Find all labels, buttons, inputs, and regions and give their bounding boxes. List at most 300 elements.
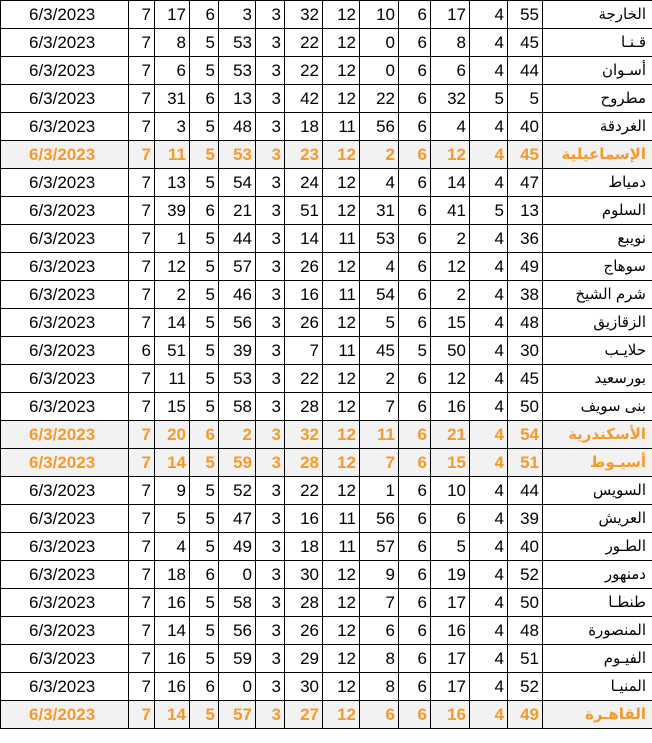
value-cell[interactable]: 18: [285, 113, 323, 141]
value-cell[interactable]: 5: [190, 169, 219, 197]
value-cell[interactable]: 6: [399, 505, 431, 533]
value-cell[interactable]: 3: [256, 477, 285, 505]
value-cell[interactable]: 6: [399, 589, 431, 617]
value-cell[interactable]: 3: [256, 29, 285, 57]
date-cell[interactable]: 6/3/2023: [1, 29, 129, 57]
value-cell[interactable]: 4: [155, 533, 190, 561]
value-cell[interactable]: 7: [129, 589, 155, 617]
value-cell[interactable]: 6: [399, 561, 431, 589]
value-cell[interactable]: 12: [323, 29, 360, 57]
value-cell[interactable]: 3: [256, 589, 285, 617]
value-cell[interactable]: 4: [470, 309, 508, 337]
value-cell[interactable]: 53: [219, 365, 256, 393]
value-cell[interactable]: 12: [323, 701, 360, 729]
value-cell[interactable]: 22: [285, 477, 323, 505]
value-cell[interactable]: 53: [219, 29, 256, 57]
value-cell[interactable]: 7: [129, 533, 155, 561]
value-cell[interactable]: 38: [508, 281, 543, 309]
city-cell[interactable]: بورسعيد: [543, 365, 652, 393]
value-cell[interactable]: 6: [190, 1, 219, 29]
city-cell[interactable]: نويبع: [543, 225, 652, 253]
value-cell[interactable]: 6: [399, 225, 431, 253]
value-cell[interactable]: 5: [190, 505, 219, 533]
value-cell[interactable]: 51: [508, 645, 543, 673]
value-cell[interactable]: 54: [360, 281, 399, 309]
value-cell[interactable]: 6: [399, 141, 431, 169]
value-cell[interactable]: 3: [256, 617, 285, 645]
value-cell[interactable]: 10: [431, 477, 470, 505]
value-cell[interactable]: 3: [256, 449, 285, 477]
value-cell[interactable]: 7: [129, 393, 155, 421]
value-cell[interactable]: 51: [285, 197, 323, 225]
city-cell[interactable]: دمياط: [543, 169, 652, 197]
value-cell[interactable]: 26: [285, 617, 323, 645]
value-cell[interactable]: 7: [129, 449, 155, 477]
value-cell[interactable]: 12: [323, 589, 360, 617]
value-cell[interactable]: 45: [360, 337, 399, 365]
value-cell[interactable]: 59: [219, 449, 256, 477]
city-cell[interactable]: الإسماعيلية: [543, 141, 652, 169]
value-cell[interactable]: 7: [129, 197, 155, 225]
value-cell[interactable]: 11: [323, 533, 360, 561]
value-cell[interactable]: 17: [431, 645, 470, 673]
date-cell[interactable]: 6/3/2023: [1, 533, 129, 561]
value-cell[interactable]: 4: [470, 169, 508, 197]
value-cell[interactable]: 3: [256, 393, 285, 421]
value-cell[interactable]: 7: [129, 645, 155, 673]
value-cell[interactable]: 55: [508, 1, 543, 29]
value-cell[interactable]: 6: [129, 337, 155, 365]
value-cell[interactable]: 56: [219, 309, 256, 337]
city-cell[interactable]: الخارجة: [543, 1, 652, 29]
city-cell[interactable]: الطـور: [543, 533, 652, 561]
value-cell[interactable]: 3: [256, 57, 285, 85]
value-cell[interactable]: 58: [219, 589, 256, 617]
value-cell[interactable]: 6: [399, 617, 431, 645]
value-cell[interactable]: 12: [323, 365, 360, 393]
value-cell[interactable]: 4: [360, 253, 399, 281]
city-cell[interactable]: أسـوان: [543, 57, 652, 85]
value-cell[interactable]: 7: [129, 477, 155, 505]
value-cell[interactable]: 5: [470, 85, 508, 113]
value-cell[interactable]: 3: [256, 673, 285, 701]
date-cell[interactable]: 6/3/2023: [1, 281, 129, 309]
value-cell[interactable]: 3: [256, 253, 285, 281]
value-cell[interactable]: 49: [508, 701, 543, 729]
value-cell[interactable]: 56: [360, 113, 399, 141]
value-cell[interactable]: 57: [360, 533, 399, 561]
value-cell[interactable]: 32: [431, 85, 470, 113]
value-cell[interactable]: 47: [219, 505, 256, 533]
date-cell[interactable]: 6/3/2023: [1, 561, 129, 589]
value-cell[interactable]: 57: [219, 701, 256, 729]
value-cell[interactable]: 30: [508, 337, 543, 365]
value-cell[interactable]: 10: [360, 1, 399, 29]
value-cell[interactable]: 27: [285, 701, 323, 729]
value-cell[interactable]: 21: [431, 421, 470, 449]
value-cell[interactable]: 5: [190, 253, 219, 281]
value-cell[interactable]: 12: [323, 141, 360, 169]
value-cell[interactable]: 6: [399, 673, 431, 701]
value-cell[interactable]: 2: [360, 141, 399, 169]
value-cell[interactable]: 4: [470, 337, 508, 365]
value-cell[interactable]: 3: [256, 337, 285, 365]
value-cell[interactable]: 40: [508, 533, 543, 561]
value-cell[interactable]: 6: [399, 393, 431, 421]
value-cell[interactable]: 6: [155, 57, 190, 85]
value-cell[interactable]: 5: [508, 85, 543, 113]
value-cell[interactable]: 45: [508, 365, 543, 393]
value-cell[interactable]: 0: [360, 29, 399, 57]
date-cell[interactable]: 6/3/2023: [1, 141, 129, 169]
city-cell[interactable]: المنصورة: [543, 617, 652, 645]
value-cell[interactable]: 4: [470, 1, 508, 29]
value-cell[interactable]: 3: [256, 169, 285, 197]
value-cell[interactable]: 56: [219, 617, 256, 645]
value-cell[interactable]: 14: [155, 449, 190, 477]
city-cell[interactable]: قـنـا: [543, 29, 652, 57]
value-cell[interactable]: 31: [155, 85, 190, 113]
value-cell[interactable]: 5: [360, 309, 399, 337]
value-cell[interactable]: 5: [190, 533, 219, 561]
value-cell[interactable]: 28: [285, 449, 323, 477]
value-cell[interactable]: 5: [190, 57, 219, 85]
value-cell[interactable]: 40: [508, 113, 543, 141]
value-cell[interactable]: 12: [323, 673, 360, 701]
value-cell[interactable]: 57: [219, 253, 256, 281]
value-cell[interactable]: 16: [155, 673, 190, 701]
value-cell[interactable]: 26: [285, 309, 323, 337]
value-cell[interactable]: 3: [256, 113, 285, 141]
value-cell[interactable]: 5: [431, 533, 470, 561]
city-cell[interactable]: سوهاج: [543, 253, 652, 281]
value-cell[interactable]: 44: [508, 57, 543, 85]
value-cell[interactable]: 7: [129, 225, 155, 253]
value-cell[interactable]: 6: [399, 281, 431, 309]
city-cell[interactable]: بنى سويف: [543, 393, 652, 421]
value-cell[interactable]: 3: [256, 505, 285, 533]
value-cell[interactable]: 11: [323, 225, 360, 253]
value-cell[interactable]: 6: [431, 505, 470, 533]
value-cell[interactable]: 54: [508, 421, 543, 449]
value-cell[interactable]: 7: [129, 701, 155, 729]
value-cell[interactable]: 11: [323, 281, 360, 309]
value-cell[interactable]: 48: [508, 309, 543, 337]
date-cell[interactable]: 6/3/2023: [1, 197, 129, 225]
date-cell[interactable]: 6/3/2023: [1, 673, 129, 701]
value-cell[interactable]: 7: [129, 29, 155, 57]
value-cell[interactable]: 45: [508, 141, 543, 169]
value-cell[interactable]: 5: [190, 449, 219, 477]
value-cell[interactable]: 32: [285, 421, 323, 449]
value-cell[interactable]: 6: [399, 57, 431, 85]
value-cell[interactable]: 7: [360, 393, 399, 421]
value-cell[interactable]: 6: [399, 197, 431, 225]
value-cell[interactable]: 4: [470, 365, 508, 393]
value-cell[interactable]: 12: [323, 1, 360, 29]
value-cell[interactable]: 17: [431, 589, 470, 617]
date-cell[interactable]: 6/3/2023: [1, 253, 129, 281]
date-cell[interactable]: 6/3/2023: [1, 113, 129, 141]
value-cell[interactable]: 5: [190, 113, 219, 141]
value-cell[interactable]: 11: [323, 113, 360, 141]
city-cell[interactable]: القاهـرة: [543, 701, 652, 729]
value-cell[interactable]: 48: [219, 113, 256, 141]
value-cell[interactable]: 6: [399, 309, 431, 337]
value-cell[interactable]: 12: [323, 197, 360, 225]
value-cell[interactable]: 4: [470, 645, 508, 673]
value-cell[interactable]: 3: [256, 141, 285, 169]
value-cell[interactable]: 39: [219, 337, 256, 365]
value-cell[interactable]: 15: [431, 449, 470, 477]
value-cell[interactable]: 12: [323, 561, 360, 589]
value-cell[interactable]: 42: [285, 85, 323, 113]
city-cell[interactable]: حلايـب: [543, 337, 652, 365]
value-cell[interactable]: 12: [323, 57, 360, 85]
value-cell[interactable]: 3: [256, 645, 285, 673]
value-cell[interactable]: 4: [470, 477, 508, 505]
value-cell[interactable]: 3: [155, 113, 190, 141]
value-cell[interactable]: 7: [360, 449, 399, 477]
value-cell[interactable]: 17: [431, 1, 470, 29]
value-cell[interactable]: 8: [360, 645, 399, 673]
date-cell[interactable]: 6/3/2023: [1, 449, 129, 477]
value-cell[interactable]: 6: [399, 449, 431, 477]
value-cell[interactable]: 17: [431, 673, 470, 701]
value-cell[interactable]: 6: [399, 365, 431, 393]
value-cell[interactable]: 6: [190, 673, 219, 701]
value-cell[interactable]: 2: [360, 365, 399, 393]
date-cell[interactable]: 6/3/2023: [1, 477, 129, 505]
value-cell[interactable]: 7: [129, 309, 155, 337]
value-cell[interactable]: 2: [431, 281, 470, 309]
value-cell[interactable]: 0: [360, 57, 399, 85]
date-cell[interactable]: 6/3/2023: [1, 85, 129, 113]
value-cell[interactable]: 5: [190, 29, 219, 57]
value-cell[interactable]: 6: [399, 85, 431, 113]
value-cell[interactable]: 11: [360, 421, 399, 449]
value-cell[interactable]: 50: [431, 337, 470, 365]
value-cell[interactable]: 18: [155, 561, 190, 589]
city-cell[interactable]: الأسكندرية: [543, 421, 652, 449]
value-cell[interactable]: 12: [323, 253, 360, 281]
value-cell[interactable]: 16: [155, 645, 190, 673]
date-cell[interactable]: 6/3/2023: [1, 337, 129, 365]
value-cell[interactable]: 3: [219, 1, 256, 29]
value-cell[interactable]: 13: [219, 85, 256, 113]
value-cell[interactable]: 5: [190, 365, 219, 393]
value-cell[interactable]: 44: [508, 477, 543, 505]
city-cell[interactable]: الفيـوم: [543, 645, 652, 673]
value-cell[interactable]: 11: [155, 141, 190, 169]
value-cell[interactable]: 7: [129, 281, 155, 309]
date-cell[interactable]: 6/3/2023: [1, 365, 129, 393]
value-cell[interactable]: 5: [190, 701, 219, 729]
value-cell[interactable]: 16: [431, 393, 470, 421]
value-cell[interactable]: 8: [431, 29, 470, 57]
date-cell[interactable]: 6/3/2023: [1, 1, 129, 29]
value-cell[interactable]: 7: [129, 57, 155, 85]
value-cell[interactable]: 3: [256, 701, 285, 729]
value-cell[interactable]: 6: [190, 561, 219, 589]
date-cell[interactable]: 6/3/2023: [1, 57, 129, 85]
date-cell[interactable]: 6/3/2023: [1, 169, 129, 197]
value-cell[interactable]: 7: [129, 421, 155, 449]
value-cell[interactable]: 41: [431, 197, 470, 225]
value-cell[interactable]: 6: [360, 701, 399, 729]
value-cell[interactable]: 8: [155, 29, 190, 57]
value-cell[interactable]: 7: [129, 253, 155, 281]
value-cell[interactable]: 1: [360, 477, 399, 505]
date-cell[interactable]: 6/3/2023: [1, 309, 129, 337]
value-cell[interactable]: 6: [399, 477, 431, 505]
value-cell[interactable]: 2: [219, 421, 256, 449]
value-cell[interactable]: 12: [323, 617, 360, 645]
value-cell[interactable]: 5: [190, 337, 219, 365]
value-cell[interactable]: 6: [399, 169, 431, 197]
value-cell[interactable]: 53: [219, 141, 256, 169]
value-cell[interactable]: 4: [470, 29, 508, 57]
date-cell[interactable]: 6/3/2023: [1, 393, 129, 421]
value-cell[interactable]: 30: [285, 673, 323, 701]
value-cell[interactable]: 4: [470, 281, 508, 309]
value-cell[interactable]: 3: [256, 225, 285, 253]
value-cell[interactable]: 9: [360, 561, 399, 589]
value-cell[interactable]: 16: [285, 281, 323, 309]
value-cell[interactable]: 54: [219, 169, 256, 197]
value-cell[interactable]: 52: [219, 477, 256, 505]
value-cell[interactable]: 6: [190, 85, 219, 113]
value-cell[interactable]: 14: [431, 169, 470, 197]
value-cell[interactable]: 58: [219, 393, 256, 421]
value-cell[interactable]: 4: [470, 617, 508, 645]
city-cell[interactable]: طنطـا: [543, 589, 652, 617]
value-cell[interactable]: 39: [508, 505, 543, 533]
value-cell[interactable]: 4: [470, 253, 508, 281]
value-cell[interactable]: 12: [155, 253, 190, 281]
value-cell[interactable]: 44: [219, 225, 256, 253]
value-cell[interactable]: 15: [155, 393, 190, 421]
value-cell[interactable]: 5: [190, 645, 219, 673]
city-cell[interactable]: دمنهور: [543, 561, 652, 589]
value-cell[interactable]: 7: [129, 1, 155, 29]
city-cell[interactable]: المنيـا: [543, 673, 652, 701]
value-cell[interactable]: 5: [399, 337, 431, 365]
value-cell[interactable]: 15: [431, 309, 470, 337]
value-cell[interactable]: 20: [155, 421, 190, 449]
value-cell[interactable]: 7: [129, 617, 155, 645]
value-cell[interactable]: 3: [256, 561, 285, 589]
value-cell[interactable]: 49: [508, 253, 543, 281]
value-cell[interactable]: 12: [323, 645, 360, 673]
value-cell[interactable]: 4: [470, 533, 508, 561]
value-cell[interactable]: 5: [470, 197, 508, 225]
value-cell[interactable]: 14: [155, 617, 190, 645]
value-cell[interactable]: 12: [323, 169, 360, 197]
value-cell[interactable]: 13: [155, 169, 190, 197]
city-cell[interactable]: العريش: [543, 505, 652, 533]
value-cell[interactable]: 53: [219, 57, 256, 85]
value-cell[interactable]: 6: [399, 253, 431, 281]
value-cell[interactable]: 3: [256, 197, 285, 225]
value-cell[interactable]: 28: [285, 589, 323, 617]
value-cell[interactable]: 45: [508, 29, 543, 57]
value-cell[interactable]: 31: [360, 197, 399, 225]
value-cell[interactable]: 22: [360, 85, 399, 113]
value-cell[interactable]: 23: [285, 141, 323, 169]
value-cell[interactable]: 7: [129, 365, 155, 393]
value-cell[interactable]: 21: [219, 197, 256, 225]
value-cell[interactable]: 11: [323, 505, 360, 533]
value-cell[interactable]: 7: [129, 141, 155, 169]
value-cell[interactable]: 30: [285, 561, 323, 589]
value-cell[interactable]: 29: [285, 645, 323, 673]
value-cell[interactable]: 14: [155, 309, 190, 337]
date-cell[interactable]: 6/3/2023: [1, 645, 129, 673]
date-cell[interactable]: 6/3/2023: [1, 421, 129, 449]
value-cell[interactable]: 14: [155, 701, 190, 729]
value-cell[interactable]: 51: [508, 449, 543, 477]
value-cell[interactable]: 12: [323, 449, 360, 477]
value-cell[interactable]: 4: [470, 561, 508, 589]
value-cell[interactable]: 59: [219, 645, 256, 673]
value-cell[interactable]: 2: [431, 225, 470, 253]
value-cell[interactable]: 12: [323, 393, 360, 421]
value-cell[interactable]: 12: [323, 309, 360, 337]
value-cell[interactable]: 56: [360, 505, 399, 533]
value-cell[interactable]: 12: [431, 253, 470, 281]
value-cell[interactable]: 32: [285, 1, 323, 29]
value-cell[interactable]: 39: [155, 197, 190, 225]
city-cell[interactable]: الغردقة: [543, 113, 652, 141]
value-cell[interactable]: 3: [256, 309, 285, 337]
value-cell[interactable]: 5: [190, 477, 219, 505]
value-cell[interactable]: 7: [129, 505, 155, 533]
date-cell[interactable]: 6/3/2023: [1, 505, 129, 533]
value-cell[interactable]: 3: [256, 85, 285, 113]
value-cell[interactable]: 4: [470, 589, 508, 617]
value-cell[interactable]: 5: [155, 505, 190, 533]
value-cell[interactable]: 12: [323, 421, 360, 449]
value-cell[interactable]: 4: [470, 421, 508, 449]
value-cell[interactable]: 5: [190, 281, 219, 309]
value-cell[interactable]: 50: [508, 589, 543, 617]
value-cell[interactable]: 52: [508, 673, 543, 701]
value-cell[interactable]: 5: [190, 309, 219, 337]
value-cell[interactable]: 5: [190, 141, 219, 169]
value-cell[interactable]: 6: [399, 113, 431, 141]
city-cell[interactable]: شرم الشيخ: [543, 281, 652, 309]
value-cell[interactable]: 16: [431, 701, 470, 729]
value-cell[interactable]: 48: [508, 617, 543, 645]
value-cell[interactable]: 3: [256, 365, 285, 393]
city-cell[interactable]: أسيـوط: [543, 449, 652, 477]
value-cell[interactable]: 28: [285, 393, 323, 421]
value-cell[interactable]: 6: [399, 533, 431, 561]
value-cell[interactable]: 7: [285, 337, 323, 365]
value-cell[interactable]: 24: [285, 169, 323, 197]
value-cell[interactable]: 6: [190, 197, 219, 225]
value-cell[interactable]: 22: [285, 29, 323, 57]
value-cell[interactable]: 6: [360, 617, 399, 645]
value-cell[interactable]: 53: [360, 225, 399, 253]
value-cell[interactable]: 50: [508, 393, 543, 421]
value-cell[interactable]: 3: [256, 421, 285, 449]
value-cell[interactable]: 4: [470, 113, 508, 141]
value-cell[interactable]: 6: [399, 29, 431, 57]
value-cell[interactable]: 1: [155, 225, 190, 253]
value-cell[interactable]: 12: [323, 477, 360, 505]
